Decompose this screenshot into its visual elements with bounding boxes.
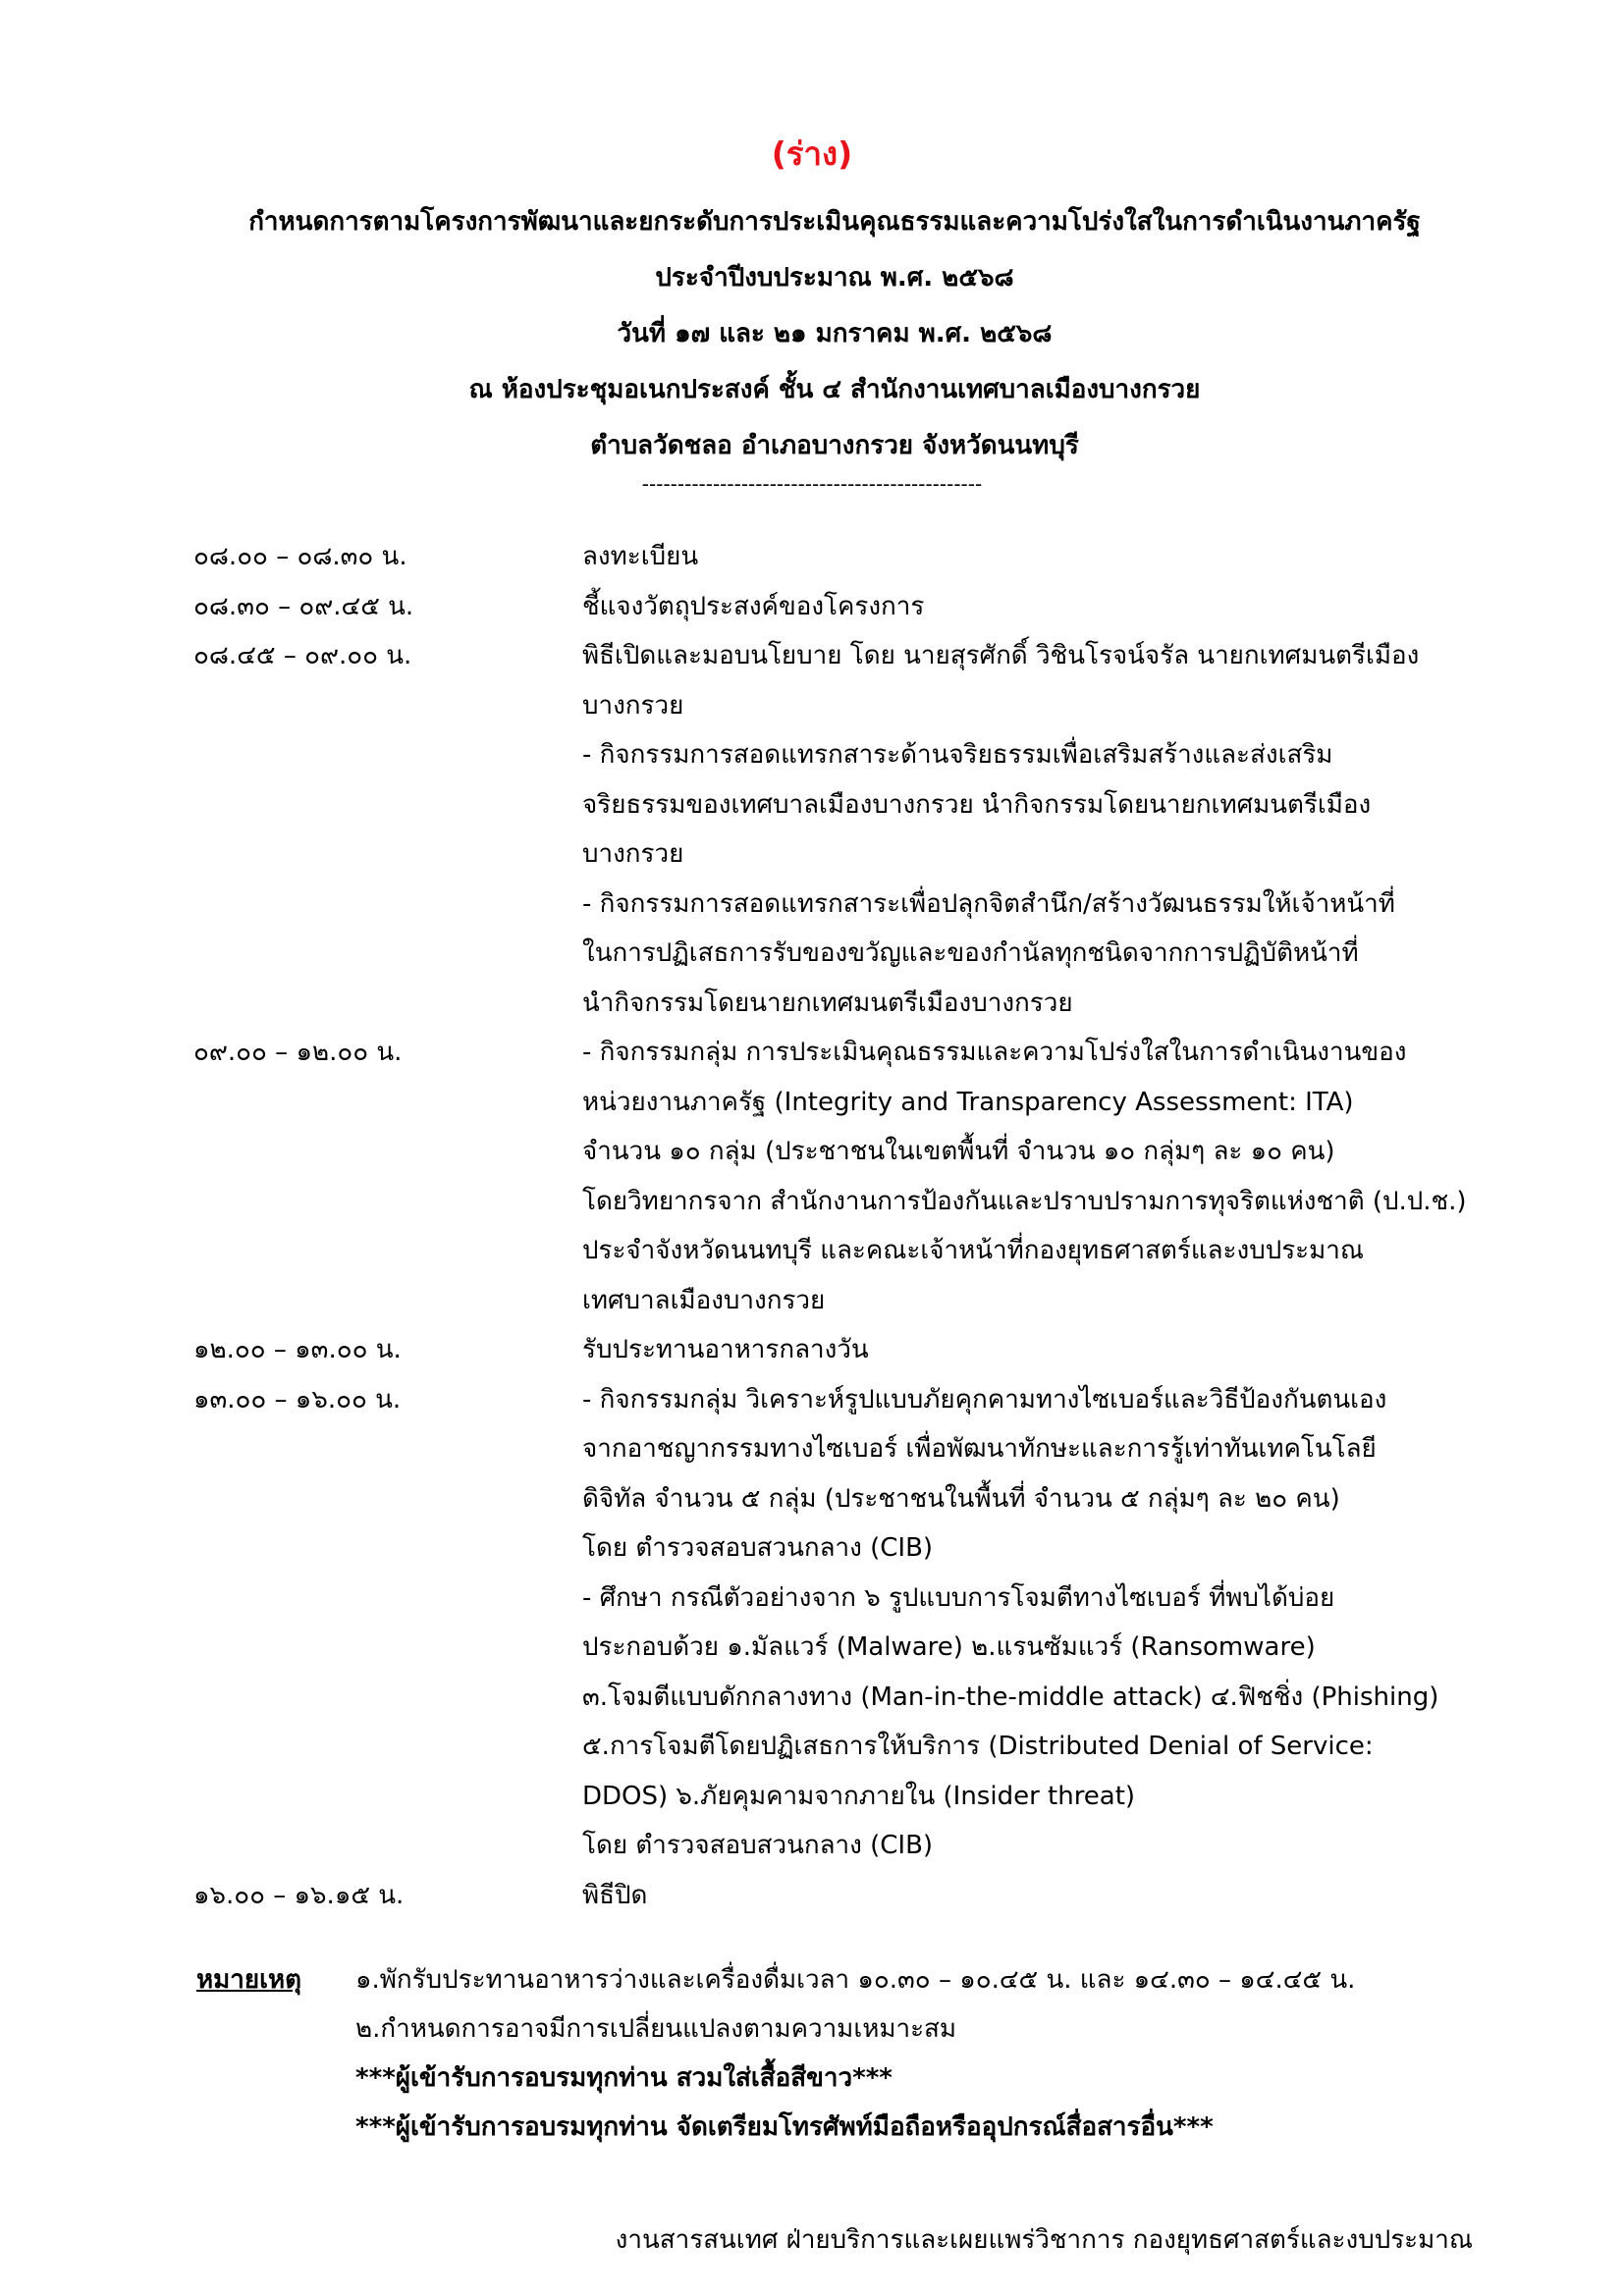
schedule-line: โดย ตำรวจสอบสวนกลาง (CIB) <box>582 1533 934 1563</box>
schedule-content <box>582 1871 1486 1921</box>
schedule-content <box>582 582 1486 632</box>
schedule-time: ๐๘.๐๐ – ๐๘.๓๐ น. <box>193 542 407 571</box>
schedule-row <box>0 1028 1624 1325</box>
schedule-line: ชี้แจงวัตถุประสงค์ของโครงการ <box>582 591 925 621</box>
schedule-line: ในการปฏิเสธการรับของขวัญและของกำนัลทุกชนิดจากการปฏิบัติหน้าที่ <box>582 938 1359 968</box>
schedule-line: จากอาชญากรรมทางไซเบอร์ เพื่อพัฒนาทักษะและการรู้เท่าทันเทคโนโลยี <box>582 1434 1377 1464</box>
schedule-row <box>0 1375 1624 1871</box>
schedule-content <box>582 1325 1486 1375</box>
schedule-line: บางกรวย <box>582 839 684 869</box>
schedule-line: เทศบาลเมืองบางกรวย <box>582 1285 826 1315</box>
note-emphasis: ***ผู้เข้ารับการอบรมทุกท่าน สวมใส่เสื้อสีขาว*** <box>355 2063 893 2093</box>
note-item: ๒.กำหนดการอาจมีการเปลี่ยนแปลงตามความเหมาะสม <box>355 2014 957 2044</box>
notes-label: หมายเหตุ <box>196 1965 302 1995</box>
schedule-line: พิธีปิด <box>582 1880 648 1910</box>
header-separator: ------------------------------------------------ <box>641 472 983 496</box>
header-location: ตำบลวัดชลอ อำเภอบางกรวย จังหวัดนนทบุรี <box>590 431 1079 460</box>
schedule-content <box>582 532 1486 582</box>
schedule-time: ๑๓.๐๐ – ๑๖.๐๐ น. <box>193 1384 402 1415</box>
schedule-content <box>582 1375 1486 1871</box>
schedule-line: นำกิจกรรมโดยนายกเทศมนตรีเมืองบางกรวย <box>582 988 1073 1018</box>
schedule-line: รับประทานอาหารกลางวัน <box>582 1335 869 1364</box>
draft-label: (ร่าง) <box>771 134 853 173</box>
schedule-line: ลงทะเบียน <box>582 542 699 571</box>
footer-department: งานสารสนเทศ ฝ่ายบริการและเผยแพร่วิชาการ กองยุทธศาสตร์และงบประมาณ <box>615 2225 1473 2255</box>
schedule-row <box>0 582 1624 632</box>
schedule-line: ๕.การโจมตีโดยปฏิเสธการให้บริการ (Distributed Denial of Service: <box>582 1732 1374 1761</box>
schedule-line: พิธีเปิดและมอบนโยบาย โดย นายสุรศักดิ์ วิชินโรจน์จรัล นายกเทศมนตรีเมือง <box>582 641 1420 670</box>
schedule-time: ๐๙.๐๐ – ๑๒.๐๐ น. <box>193 1038 403 1067</box>
schedule-line: - ศึกษา กรณีตัวอย่างจาก ๖ รูปแบบการโจมตีทางไซเบอร์ ที่พบได้บ่อย <box>582 1582 1335 1613</box>
schedule-row <box>0 1325 1624 1375</box>
schedule-row <box>0 631 1624 1028</box>
schedule-line: โดย ตำรวจสอบสวนกลาง (CIB) <box>582 1831 934 1860</box>
schedule-line: ประกอบด้วย ๑.มัลแวร์ (Malware) ๒.แรนซัมแวร์ (Ransomware) <box>582 1632 1316 1662</box>
schedule-line: บางกรวย <box>582 690 684 721</box>
schedule-line: ดิจิทัล จำนวน ๕ กลุ่ม (ประชาชนในพื้นที่ จำนวน ๕ กลุ่มๆ ละ ๒๐ คน) <box>582 1483 1340 1514</box>
schedule-line: จำนวน ๑๐ กลุ่ม (ประชาชนในเขตพื้นที่ จำนวน ๑๐ กลุ่มๆ ละ ๑๐ คน) <box>582 1137 1335 1166</box>
note-item: ๑.พักรับประทานอาหารว่างและเครื่องดื่มเวลา ๑๐.๓๐ – ๑๐.๔๕ น. และ ๑๔.๓๐ – ๑๔.๔๕ น. <box>355 1965 1356 1995</box>
schedule-line: - กิจกรรมกลุ่ม วิเคราะห์รูปแบบภัยคุกคามทางไซเบอร์และวิธีป้องกันตนเอง <box>582 1384 1387 1415</box>
schedule-time: ๐๘.๓๐ – ๐๙.๔๕ น. <box>193 591 414 621</box>
schedule-line: โดยวิทยากรจาก สำนักงานการป้องกันและปราบปรามการทุจริตแห่งชาติ (ป.ป.ช.) <box>582 1186 1467 1216</box>
header-fiscal-year: ประจำปีงบประมาณ พ.ศ. ๒๕๖๘ <box>655 263 1014 293</box>
schedule-row <box>0 532 1624 582</box>
schedule-time: ๑๖.๐๐ – ๑๖.๑๕ น. <box>193 1880 405 1910</box>
schedule-line: - กิจกรรมกลุ่ม การประเมินคุณธรรมและความโปร่งใสในการดำเนินงานของ <box>582 1038 1407 1067</box>
header-title: กำหนดการตามโครงการพัฒนาและยกระดับการประเมินคุณธรรมและความโปร่งใสในการดำเนินงานภาครัฐ <box>248 207 1421 237</box>
notes-list <box>355 1955 1624 2152</box>
schedule-time: ๐๘.๔๕ – ๐๙.๐๐ น. <box>193 641 412 670</box>
schedule-row <box>0 1871 1624 1921</box>
header-date: วันที่ ๑๗ และ ๒๑ มกราคม พ.ศ. ๒๕๖๘ <box>617 319 1053 348</box>
header-venue: ณ ห้องประชุมอเนกประสงค์ ชั้น ๔ สำนักงานเทศบาลเมืองบางกรวย <box>468 375 1201 404</box>
schedule-line: จริยธรรมของเทศบาลเมืองบางกรวย นำกิจกรรมโดยนายกเทศมนตรีเมือง <box>582 789 1372 820</box>
schedule-line: ประจำจังหวัดนนทบุรี และคณะเจ้าหน้าที่กองยุทธศาสตร์และงบประมาณ <box>582 1236 1365 1265</box>
notes-section <box>0 1955 1624 2152</box>
schedule-line: - กิจกรรมการสอดแทรกสาระด้านจริยธรรมเพื่อเสริมสร้างและส่งเสริม <box>582 740 1333 770</box>
schedule-content <box>582 631 1486 1028</box>
document-header <box>147 194 1522 474</box>
note-emphasis: ***ผู้เข้ารับการอบรมทุกท่าน จัดเตรียมโทรศัพท์มือถือหรืออุปกรณ์สื่อสารอื่น*** <box>355 2112 1214 2142</box>
schedule-time: ๑๒.๐๐ – ๑๓.๐๐ น. <box>193 1335 402 1364</box>
schedule <box>0 532 1624 1920</box>
schedule-content <box>582 1028 1486 1325</box>
schedule-line: ๓.โจมตีแบบดักกลางทาง (Man-in-the-middle attack) ๔.ฟิชชิ่ง (Phishing) <box>582 1682 1439 1712</box>
schedule-line: DDOS) ๖.ภัยคุมคามจากภายใน (Insider threat) <box>582 1781 1136 1811</box>
schedule-line: - กิจกรรมการสอดแทรกสาระเพื่อปลุกจิตสำนึก/สร้างวัฒนธรรมให้เจ้าหน้าที่ <box>582 888 1395 919</box>
schedule-line: หน่วยงานภาครัฐ (Integrity and Transparency Assessment: ITA) <box>582 1087 1354 1117</box>
